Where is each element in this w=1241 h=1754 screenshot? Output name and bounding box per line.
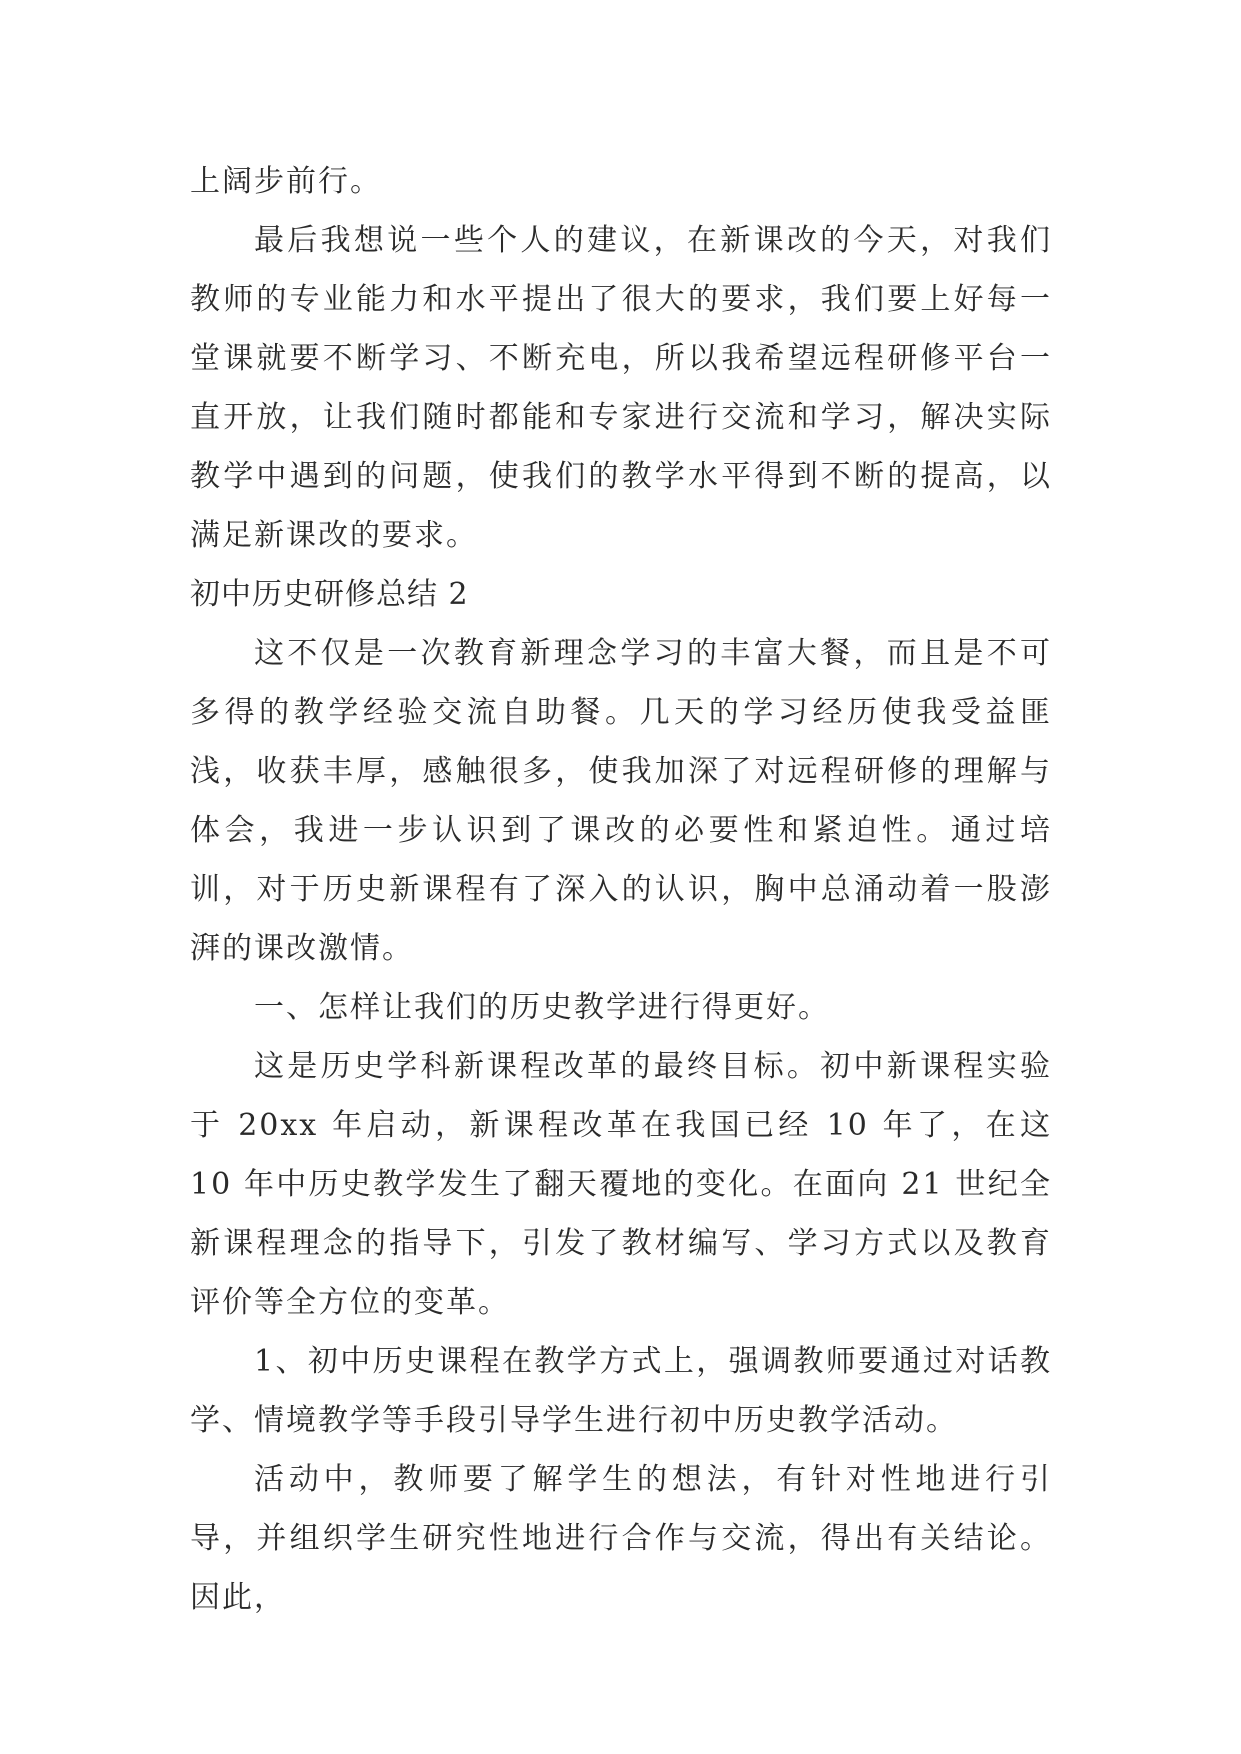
paragraph-subheading-one: 一、怎样让我们的历史教学进行得更好。 (254, 990, 830, 1025)
paragraph-intro: 这不仅是一次教育新理念学习的丰富大餐，而且是不可多得的教学经验交流自助餐。几天的学习经历使我受益匪浅，收获丰厚，感触很多，使我加深了对远程研修的理解与体会，我进一步认识到了课改的必要性和紧迫性。通过培训，对于历史新课程有了深入的认识，胸中总涌动着一股澎湃的课改激情。 (190, 636, 1052, 966)
section-heading: 初中历史研修总结 2 (190, 577, 469, 612)
paragraph-suggestion: 最后我想说一些个人的建议，在新课改的今天，对我们教师的专业能力和水平提出了很大的要求，我们要上好每一堂课就要不断学习、不断充电，所以我希望远程研修平台一直开放，让我们随时都能和专家进行交流和学习，解决实际教学中遇到的问题，使我们的教学水平得到不断的提高，以满足新课改的要求。 (190, 223, 1052, 553)
paragraph-point-one: 1、初中历史课程在教学方式上，强调教师要通过对话教学、情境教学等手段引导学生进行初中历史教学活动。 (190, 1344, 1052, 1438)
paragraph-activity: 活动中，教师要了解学生的想法，有针对性地进行引导，并组织学生研究性地进行合作与交流，得出有关结论。因此， (190, 1462, 1052, 1615)
document-body (190, 152, 1052, 1627)
paragraph-reform-goal: 这是历史学科新课程改革的最终目标。初中新课程实验于 20xx 年启动，新课程改革在我国已经 10 年了，在这 10 年中历史教学发生了翻天覆地的变化。在面向 21 世纪全新课程理念的指导下，引发了教材编写、学习方式以及教育评价等全方位的变革。 (190, 1049, 1052, 1320)
paragraph-continuation: 上阔步前行。 (190, 164, 382, 199)
